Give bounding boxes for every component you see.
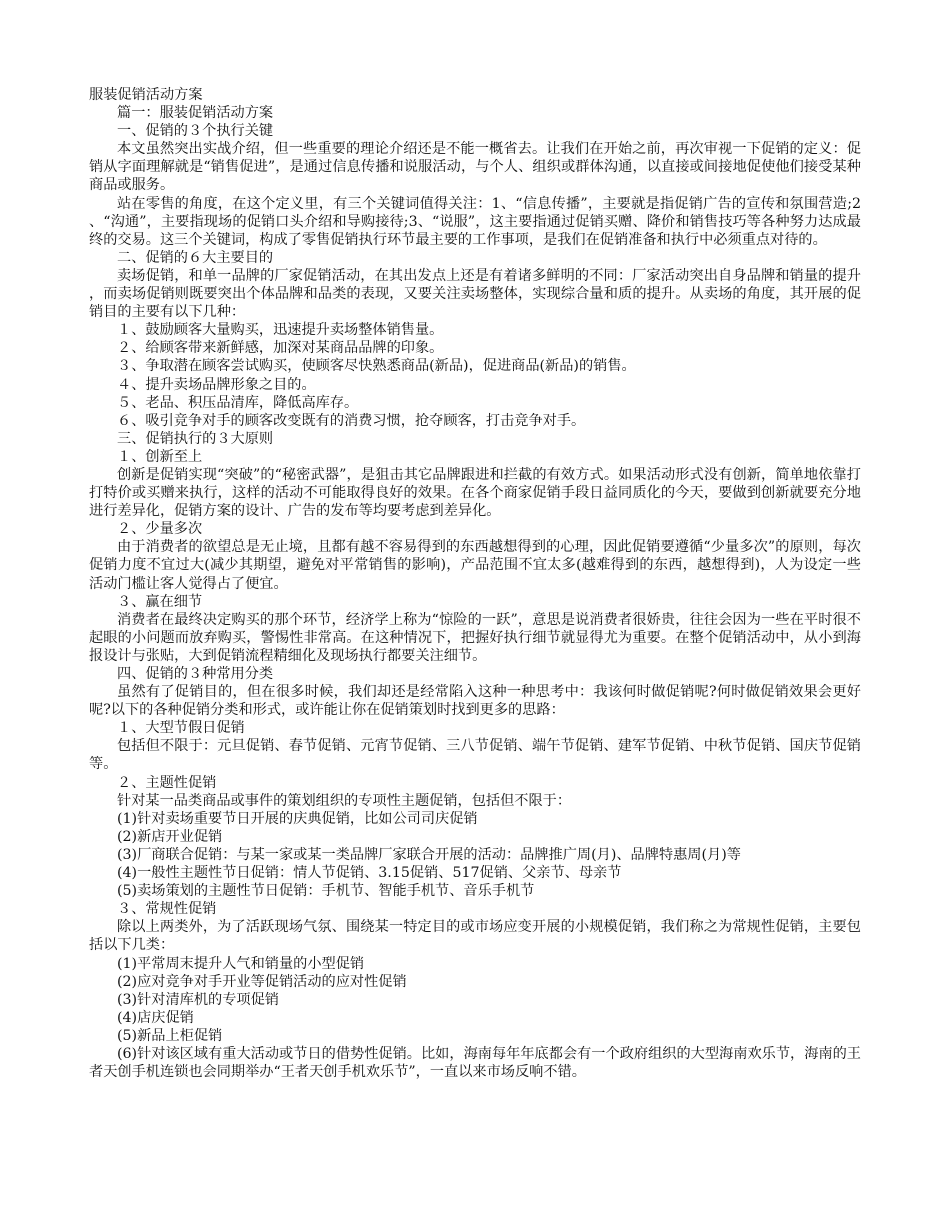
paragraph: 本文虽然突出实战介绍，但一些重要的理论介绍还是不能一概省去。让我们在开始之前，再次审视一下促销的定义：促销从字面理解就是“销售促进”，是通过信息传播和说服活动，与个人、组织或群体沟通，以直接或间接地促使他们接受某种商品或服务。 (89, 141, 861, 194)
list-item: ３、争取潜在顾客尝试购买，使顾客尽快熟悉商品(新品)，促进商品(新品)的销售。 (117, 358, 636, 375)
list-item: (1)平常周末提升人气和销量的小型促销 (117, 955, 365, 972)
list-item: (1)针对卖场重要节日开展的庆典促销，比如公司司庆促销 (117, 810, 478, 827)
subsection-heading: ３、赢在细节 (117, 593, 203, 610)
section-heading: 四、促销的３种常用分类 (117, 666, 274, 682)
paragraph: 除以上两类外，为了活跃现场气氛、围绕某一特定目的或市场应变开展的小规模促销，我们称之为常规性促销，主要包括以下几类： (89, 919, 861, 954)
list-item: (3)厂商联合促销：与某一家或某一类品牌厂家联合开展的活动：品牌推广周(月)、品牌特惠周(月)等 (117, 846, 741, 863)
document-title: 服装促销活动方案 (89, 87, 203, 103)
list-item: (3)针对清库机的专项促销 (117, 991, 279, 1008)
subsection-heading: ２、主题性促销 (117, 774, 217, 791)
list-item: ５、老品、积压品清库，降低高库存。 (117, 394, 359, 411)
document-body (89, 86, 861, 1081)
list-item: (2)应对竞争对手开业等促销活动的应对性促销 (117, 973, 407, 990)
list-item: (5)卖场策划的主题性节日促销：手机节、智能手机节、音乐手机节 (117, 883, 535, 900)
section-heading: 二、促销的６大主要目的 (117, 249, 274, 266)
list-item: １、鼓励顾客大量购买，迅速提升卖场整体销售量。 (117, 322, 444, 339)
section-heading: 篇一：服装促销活动方案 (117, 105, 274, 122)
list-item: (4)一般性主题性节日促销：情人节促销、3.15促销、517促销、父亲节、母亲节 (117, 865, 622, 882)
list-item: (6)针对该区域有重大活动或节日的借势性促销。比如，海南每年年底都会有一个政府组织的大型海南欢乐节，海南的王者天创手机连锁也会同期举办“王者天创手机欢乐节”，一直以来市场反响不错。 (89, 1045, 861, 1081)
section-heading: 三、促销执行的３大原则 (117, 430, 274, 447)
paragraph: 包括但不限于：元旦促销、春节促销、元宵节促销、三八节促销、端午节促销、建军节促销、中秋节促销、国庆节促销等。 (89, 738, 861, 773)
paragraph: 消费者在最终决定购买的那个环节，经济学上称为“惊险的一跃”，意思是说消费者很娇贵，往往会因为一些在平时很不起眼的小问题而放弃购买，警惕性非常高。在这种情况下，把握好执行细节就显得尤为重要。在整个促销活动中，从小到海报设计与张贴，大到促销流程精细化及现场执行都要关注细节。 (89, 611, 861, 664)
paragraph: 站在零售的角度，在这个定义里，有三个关键词值得关注：1、“信息传播”，主要就是指促销广告的宣传和氛围营造;2、“沟通”，主要指现场的促销口头介绍和导购接待;3、“说服”，这主要指通过促销买赠、降价和销售技巧等各种努力达成最终的交易。这三个关键词，构成了零售促销执行环节最主要的工作事项，是我们在促销准备和执行中必须重点对待的。 (89, 195, 861, 248)
paragraph: 卖场促销，和单一品牌的厂家促销活动，在其出发点上还是有着诸多鲜明的不同：厂家活动突出自身品牌和销量的提升，而卖场促销则既要突出个体品牌和品类的表现，又要关注卖场整体，实现综合量和质的提升。从卖场的角度，其开展的促销目的主要有以下几种： (89, 267, 861, 321)
list-item: ４、提升卖场品牌形象之目的。 (117, 376, 316, 393)
paragraph: 针对某一品类商品或事件的策划组织的专项性主题促销，包括但不限于： (117, 792, 572, 809)
subsection-heading: １、大型节假日促销 (117, 720, 245, 737)
paragraph: 虽然有了促销目的，但在很多时候，我们却还是经常陷入这种一种思考中：我该何时做促销呢?何时做促销效果会更好呢?以下的各种促销分类和形式，或许能让你在促销策划时找到更多的思路： (89, 684, 861, 719)
paragraph: 创新是促销实现“突破”的“秘密武器”，是狙击其它品牌跟进和拦截的有效方式。如果活动形式没有创新，简单地依靠打打特价或买赠来执行，这样的活动不可能取得良好的效果。在各个商家促销手段日益同质化的今天，要做到创新就要充分地进行差异化，促销方案的设计、广告的发布等均要考虑到差异化。 (89, 466, 861, 520)
list-item: (2)新店开业促销 (117, 828, 223, 845)
paragraph: 由于消费者的欲望总是无止境，且都有越不容易得到的东西越想得到的心理，因此促销要遵循“少量多次”的原则，每次促销力度不宜过大(减少其期望，避免对平常销售的影响)，产品范围不宜太多(越难得到的东西，越想得到)，人为设定一些活动门槛让客人觉得占了便宜。 (89, 539, 861, 592)
subsection-heading: ２、少量多次 (117, 521, 203, 538)
list-item: ６、吸引竞争对手的顾客改变既有的消费习惯，抢夺顾客，打击竞争对手。 (117, 412, 586, 429)
subsection-heading: １、创新至上 (117, 448, 203, 465)
section-heading: 一、促销的３个执行关键 (117, 123, 274, 140)
list-item: (5)新品上柜促销 (117, 1027, 223, 1044)
subsection-heading: ３、常规性促销 (117, 901, 217, 918)
list-item: (4)店庆促销 (117, 1009, 194, 1026)
list-item: ２、给顾客带来新鲜感，加深对某商品品牌的印象。 (117, 340, 444, 357)
